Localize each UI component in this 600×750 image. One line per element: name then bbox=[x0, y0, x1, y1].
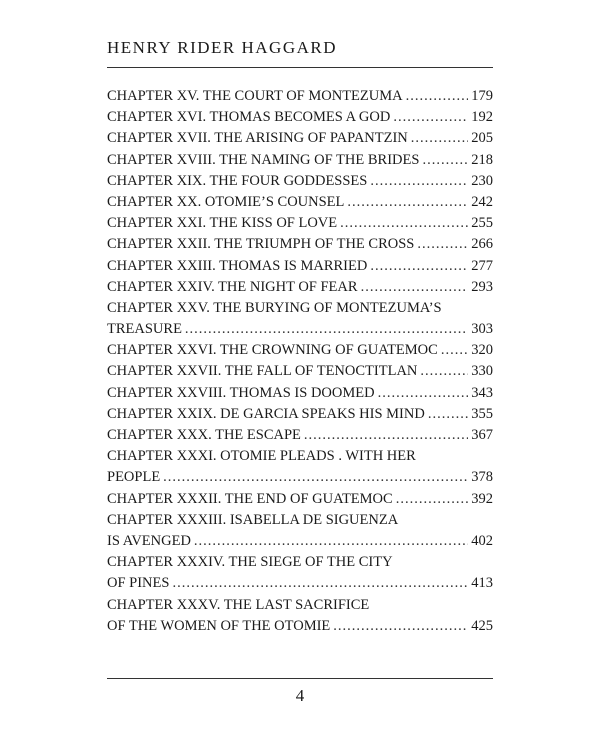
toc-entry bbox=[107, 554, 493, 575]
toc-entry-title: IS AVENGED bbox=[107, 532, 191, 549]
toc-entry bbox=[107, 575, 493, 596]
table-of-contents bbox=[107, 88, 493, 639]
dot-leader bbox=[411, 130, 468, 147]
toc-entry-title: PEOPLE bbox=[107, 469, 161, 486]
toc-entry bbox=[107, 406, 493, 427]
toc-entry-page: 242 bbox=[471, 193, 493, 210]
toc-entry-title: CHAPTER XVI. THOMAS BECOMES A GOD bbox=[107, 109, 391, 126]
toc-entry-page: 293 bbox=[471, 278, 493, 295]
dot-leader bbox=[194, 533, 468, 550]
toc-entry-title: CHAPTER XXIX. DE GARCIA SPEAKS HIS MIND bbox=[107, 405, 425, 422]
dot-leader bbox=[333, 618, 468, 635]
toc-entry-page: 205 bbox=[471, 130, 493, 147]
dot-leader bbox=[422, 152, 468, 169]
toc-entry-page: 330 bbox=[471, 363, 493, 380]
dot-leader bbox=[417, 236, 468, 253]
running-header: HENRY RIDER HAGGARD bbox=[107, 38, 337, 57]
toc-entry-title: CHAPTER XV. THE COURT OF MONTEZUMA bbox=[107, 88, 403, 104]
toc-entry-title: CHAPTER XIX. THE FOUR GODDESSES bbox=[107, 172, 368, 189]
header-divider bbox=[107, 67, 493, 68]
toc-entry-title: CHAPTER XXXV. THE LAST SACRIFICE bbox=[107, 596, 370, 613]
toc-entry-title: CHAPTER XVIII. THE NAMING OF THE BRIDES bbox=[107, 151, 420, 168]
toc-entry-page: 392 bbox=[471, 490, 493, 507]
dot-leader bbox=[185, 321, 468, 338]
toc-entry-title: CHAPTER XXV. THE BURYING OF MONTEZUMA’S bbox=[107, 299, 442, 316]
toc-entry bbox=[107, 469, 493, 490]
toc-entry bbox=[107, 152, 493, 173]
toc-entry bbox=[107, 173, 493, 194]
toc-entry-page: 355 bbox=[471, 405, 493, 422]
toc-entry-title: CHAPTER XXIII. THOMAS IS MARRIED bbox=[107, 257, 368, 274]
toc-entry-page: 425 bbox=[471, 617, 493, 634]
toc-entry bbox=[107, 533, 493, 554]
toc-entry bbox=[107, 321, 493, 342]
toc-entry bbox=[107, 88, 493, 109]
toc-entry bbox=[107, 279, 493, 300]
dot-leader bbox=[428, 406, 468, 423]
toc-entry-title: TREASURE bbox=[107, 321, 182, 338]
toc-entry-page: 277 bbox=[471, 257, 493, 274]
toc-entry bbox=[107, 491, 493, 512]
toc-entry-page: 179 bbox=[471, 88, 493, 104]
page-number: 4 bbox=[295, 686, 305, 705]
dot-leader bbox=[163, 469, 468, 486]
toc-entry bbox=[107, 385, 493, 406]
toc-entry-title: CHAPTER XVII. THE ARISING OF PAPANTZIN bbox=[107, 130, 408, 147]
toc-entry-page: 402 bbox=[471, 532, 493, 549]
dot-leader bbox=[340, 215, 468, 232]
toc-entry-title: CHAPTER XXX. THE ESCAPE bbox=[107, 427, 301, 443]
toc-entry-title: CHAPTER XXXIV. THE SIEGE OF THE CITY bbox=[107, 554, 393, 571]
toc-entry-title: CHAPTER XXXI. OTOMIE PLEADS . WITH HER bbox=[107, 448, 416, 465]
dot-leader bbox=[361, 279, 469, 296]
toc-entry bbox=[107, 130, 493, 151]
toc-entry bbox=[107, 597, 493, 618]
dot-leader bbox=[347, 194, 468, 211]
toc-entry-title: CHAPTER XXXIII. ISABELLA DE SIGUENZA bbox=[107, 511, 399, 528]
toc-entry bbox=[107, 512, 493, 533]
toc-entry bbox=[107, 448, 493, 469]
toc-entry-page: 320 bbox=[471, 342, 493, 359]
dot-leader bbox=[370, 258, 468, 275]
dot-leader bbox=[393, 109, 468, 126]
dot-leader bbox=[406, 88, 469, 105]
dot-leader bbox=[378, 385, 469, 402]
toc-entry-title: OF PINES bbox=[107, 575, 170, 592]
toc-entry-page: 367 bbox=[471, 427, 493, 443]
toc-entry-title: CHAPTER XXVII. THE FALL OF TENOCTITLAN bbox=[107, 363, 418, 380]
toc-entry-title: CHAPTER XXI. THE KISS OF LOVE bbox=[107, 215, 338, 232]
footer-divider bbox=[107, 678, 493, 679]
toc-entry bbox=[107, 618, 493, 639]
toc-entry bbox=[107, 194, 493, 215]
dot-leader bbox=[396, 491, 469, 508]
toc-entry-title: OF THE WOMEN OF THE OTOMIE bbox=[107, 617, 331, 634]
toc-entry-page: 230 bbox=[471, 172, 493, 189]
toc-entry-page: 413 bbox=[471, 575, 493, 592]
toc-entry-title: CHAPTER XXII. THE TRIUMPH OF THE CROSS bbox=[107, 236, 415, 253]
dot-leader bbox=[370, 173, 468, 190]
toc-entry-page: 343 bbox=[471, 384, 493, 401]
toc-entry bbox=[107, 300, 493, 321]
toc-entry bbox=[107, 236, 493, 257]
toc-entry-page: 378 bbox=[471, 469, 493, 486]
toc-entry bbox=[107, 215, 493, 236]
dot-leader bbox=[172, 575, 468, 592]
toc-entry-page: 303 bbox=[471, 321, 493, 338]
toc-entry-title: CHAPTER XXVI. THE CROWNING OF GUATEMOC bbox=[107, 342, 438, 359]
toc-entry-title: CHAPTER XXXII. THE END OF GUATEMOC bbox=[107, 490, 393, 507]
dot-leader bbox=[304, 427, 468, 444]
toc-entry-page: 255 bbox=[471, 215, 493, 232]
toc-entry bbox=[107, 363, 493, 384]
toc-entry bbox=[107, 427, 493, 448]
toc-entry-page: 266 bbox=[471, 236, 493, 253]
toc-entry-title: CHAPTER XXVIII. THOMAS IS DOOMED bbox=[107, 384, 375, 401]
dot-leader bbox=[441, 342, 468, 359]
toc-entry bbox=[107, 109, 493, 130]
toc-entry-title: CHAPTER XX. OTOMIE’S COUNSEL bbox=[107, 193, 345, 210]
toc-entry bbox=[107, 258, 493, 279]
dot-leader bbox=[420, 363, 468, 380]
toc-entry bbox=[107, 342, 493, 363]
toc-entry-page: 218 bbox=[471, 151, 493, 168]
toc-entry-page: 192 bbox=[471, 109, 493, 126]
toc-entry-title: CHAPTER XXIV. THE NIGHT OF FEAR bbox=[107, 278, 358, 295]
